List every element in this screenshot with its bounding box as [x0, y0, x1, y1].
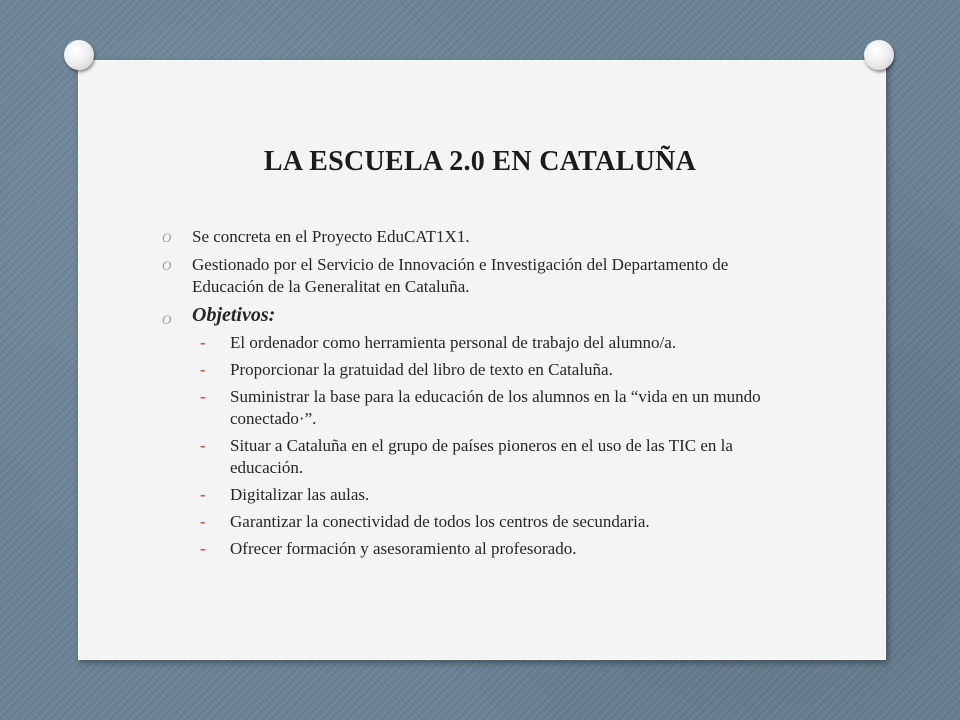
bullet-text: Gestionado por el Servicio de Innovación e Investigación del Departamento de Educación de la Generalitat en Cataluña.	[192, 255, 729, 296]
objective-item	[162, 511, 802, 533]
objectives-heading-item	[162, 304, 802, 326]
objective-text: Suministrar la base para la educación de los alumnos en la “vida en un mundo conectado·”.	[230, 387, 761, 428]
objective-item	[162, 538, 802, 560]
objective-text: Garantizar la conectividad de todos los centros de secundaria.	[230, 512, 650, 531]
bullet-item	[162, 254, 802, 298]
objective-item	[162, 359, 802, 381]
slide-title: LA ESCUELA 2.0 EN CATALUÑA	[263, 146, 697, 177]
sub-bullet-marker: -	[200, 387, 206, 406]
slide-body	[162, 226, 802, 565]
objective-item	[162, 332, 802, 354]
sub-bullet-marker: -	[200, 436, 206, 455]
sub-bullet-marker: -	[200, 333, 206, 352]
objective-item	[162, 435, 802, 479]
pushpin-icon	[864, 40, 894, 70]
objective-text: Ofrecer formación y asesoramiento al profesorado.	[230, 539, 577, 558]
pushpin-icon	[64, 40, 94, 70]
bullet-marker: O	[162, 230, 172, 245]
bullet-item	[162, 226, 802, 248]
objective-text: Proporcionar la gratuidad del libro de texto en Cataluña.	[230, 360, 613, 379]
objective-item	[162, 386, 802, 430]
sub-bullet-marker: -	[200, 512, 206, 531]
sub-bullet-marker: -	[200, 485, 206, 504]
bullet-marker: O	[162, 312, 172, 327]
objective-text: Digitalizar las aulas.	[230, 485, 370, 504]
objective-item	[162, 484, 802, 506]
bullet-text: Se concreta en el Proyecto EduCAT1X1.	[192, 227, 470, 246]
objective-text: Situar a Cataluña en el grupo de países pioneros en el uso de las TIC en la educación.	[230, 436, 733, 477]
bullet-marker: O	[162, 258, 172, 273]
objective-text: El ordenador como herramienta personal de trabajo del alumno/a.	[230, 333, 677, 352]
objectives-heading: Objetivos:	[192, 304, 276, 326]
sub-bullet-marker: -	[200, 539, 206, 558]
sub-bullet-marker: -	[200, 360, 206, 379]
